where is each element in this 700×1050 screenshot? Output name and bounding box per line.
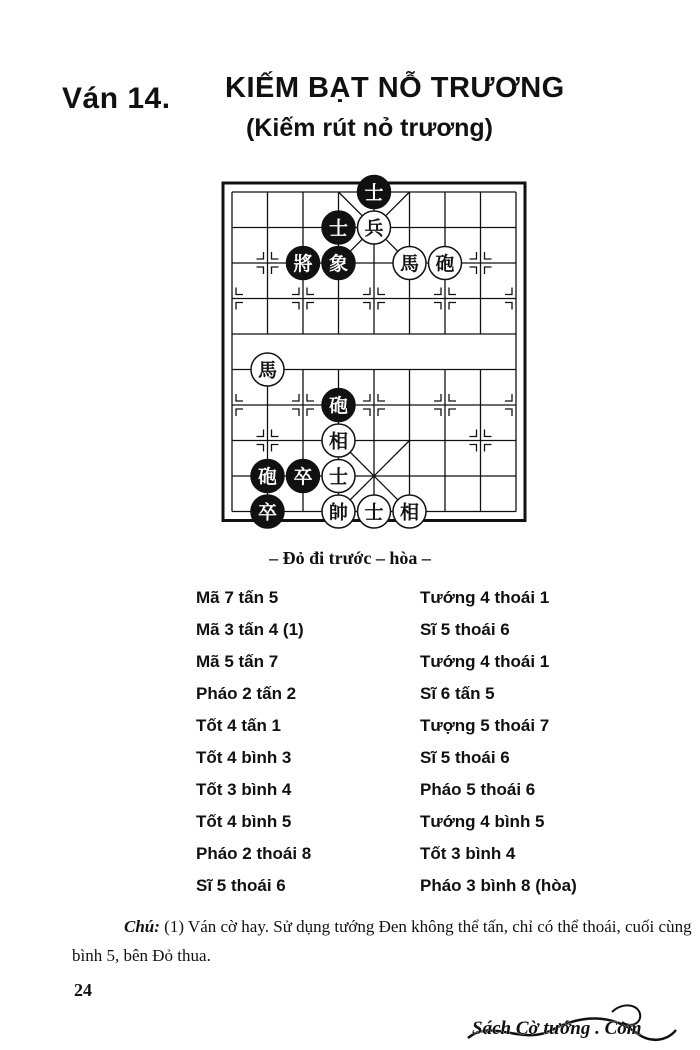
piece-label: 帥: [328, 501, 349, 524]
game-title: KIẾM BẠT NỖ TRƯƠNG: [225, 72, 565, 104]
note-label: Chú:: [124, 917, 160, 936]
position-marker: [272, 430, 279, 437]
black-piece: [322, 211, 355, 244]
piece-label: 相: [399, 501, 420, 524]
position-marker: [434, 303, 441, 310]
game-subtitle: (Kiếm rút nỏ trương): [246, 114, 493, 142]
position-marker: [485, 252, 492, 259]
red-piece: [358, 495, 391, 528]
position-marker: [292, 303, 299, 310]
piece-label: 馬: [399, 253, 420, 275]
position-marker: [236, 394, 243, 401]
position-marker: [292, 394, 299, 401]
game-result: – Đỏ đi trước – hòa –: [269, 548, 431, 568]
piece-label: 將: [293, 253, 313, 275]
red-move: Tốt 3 bình 4: [196, 780, 292, 799]
position-marker: [272, 445, 279, 452]
board-pieces: [251, 176, 462, 529]
position-marker: [307, 409, 314, 416]
position-marker: [470, 267, 477, 274]
position-marker: [485, 445, 492, 452]
position-marker: [378, 394, 385, 401]
position-marker: [449, 288, 456, 295]
site-logo: [462, 1000, 694, 1050]
position-marker: [378, 288, 385, 295]
position-marker: [257, 430, 264, 437]
red-piece: [322, 495, 355, 528]
position-marker: [449, 303, 456, 310]
black-move: Tướng 4 thoái 1: [420, 652, 550, 671]
black-move: Sĩ 5 thoái 6: [420, 620, 510, 639]
red-piece: [322, 460, 355, 493]
black-piece: [322, 389, 355, 422]
black-piece: [322, 247, 355, 280]
position-marker: [257, 252, 264, 259]
page-number: 24: [74, 980, 92, 1000]
position-marker: [236, 303, 243, 310]
position-marker: [292, 409, 299, 416]
game-number: Ván 14.: [62, 82, 171, 115]
position-marker: [272, 267, 279, 274]
red-move: Mã 5 tấn 7: [196, 652, 279, 671]
position-marker: [470, 252, 477, 259]
red-piece: [251, 353, 284, 386]
position-marker: [505, 303, 512, 310]
black-piece: [287, 460, 320, 493]
red-move: Pháo 2 thoái 8: [196, 844, 312, 863]
black-piece: [251, 495, 284, 528]
position-marker: [236, 409, 243, 416]
red-piece: [322, 424, 355, 457]
red-move: Tốt 4 tấn 1: [196, 716, 282, 735]
red-move: Tốt 4 bình 5: [196, 812, 292, 831]
position-marker: [505, 394, 512, 401]
position-marker: [272, 252, 279, 259]
position-marker: [485, 267, 492, 274]
black-move: Pháo 5 thoái 6: [420, 780, 536, 799]
black-move: Tượng 5 thoái 7: [420, 716, 550, 735]
position-marker: [505, 409, 512, 416]
piece-label: 卒: [293, 466, 313, 488]
piece-label: 相: [328, 430, 349, 453]
black-piece: [358, 176, 391, 209]
position-marker: [434, 394, 441, 401]
piece-label: 砲: [257, 466, 278, 488]
red-move: Tốt 4 bình 3: [196, 748, 292, 767]
position-marker: [363, 394, 370, 401]
red-moves-column: [196, 582, 311, 902]
black-move: Sĩ 6 tấn 5: [420, 684, 495, 703]
piece-label: 馬: [257, 359, 278, 382]
red-move: Mã 7 tấn 5: [196, 588, 279, 607]
piece-label: 卒: [257, 501, 278, 524]
position-marker: [434, 409, 441, 416]
position-marker: [378, 409, 385, 416]
piece-label: 士: [328, 466, 349, 488]
xiangqi-board: [208, 172, 534, 534]
black-moves-column: [420, 582, 577, 902]
position-marker: [378, 303, 385, 310]
position-marker: [363, 288, 370, 295]
position-marker: [307, 394, 314, 401]
black-move: Tướng 4 thoái 1: [420, 588, 550, 607]
black-move: Tướng 4 bình 5: [420, 812, 545, 831]
piece-label: 士: [328, 217, 349, 240]
position-marker: [292, 288, 299, 295]
position-marker: [257, 445, 264, 452]
black-move: Tốt 3 bình 4: [420, 844, 516, 863]
piece-label: 象: [328, 253, 349, 275]
position-marker: [470, 430, 477, 437]
black-move: Sĩ 5 thoái 6: [420, 748, 510, 767]
position-marker: [236, 288, 243, 295]
red-piece: [393, 247, 426, 280]
position-marker: [485, 430, 492, 437]
red-move: Sĩ 5 thoái 6: [196, 876, 286, 895]
note-text: (1) Ván cờ hay. Sử dụng tướng Đen không thể tấn, chỉ có thể thoái, cuối cùng bình 5, bên Đỏ thua.: [72, 917, 692, 965]
black-move: Pháo 3 bình 8 (hòa): [420, 876, 577, 895]
piece-label: 砲: [435, 253, 455, 275]
position-marker: [307, 303, 314, 310]
red-piece: [429, 247, 462, 280]
black-piece: [287, 247, 320, 280]
piece-label: 士: [364, 501, 384, 524]
position-marker: [505, 288, 512, 295]
position-marker: [307, 288, 314, 295]
position-marker: [449, 394, 456, 401]
position-marker: [257, 267, 264, 274]
position-marker: [363, 409, 370, 416]
red-piece: [393, 495, 426, 528]
piece-label: 砲: [328, 395, 349, 417]
piece-label: 兵: [364, 217, 384, 240]
position-marker: [363, 303, 370, 310]
position-marker: [449, 409, 456, 416]
piece-label: 士: [364, 182, 384, 204]
red-move: Mã 3 tấn 4 (1): [196, 620, 304, 639]
position-marker: [434, 288, 441, 295]
black-piece: [251, 460, 284, 493]
red-piece: [358, 211, 391, 244]
logo-text: Sách Cờ tướng . Com: [472, 1018, 642, 1039]
red-move: Pháo 2 tấn 2: [196, 684, 297, 703]
position-marker: [470, 445, 477, 452]
note-paragraph: [72, 912, 696, 970]
